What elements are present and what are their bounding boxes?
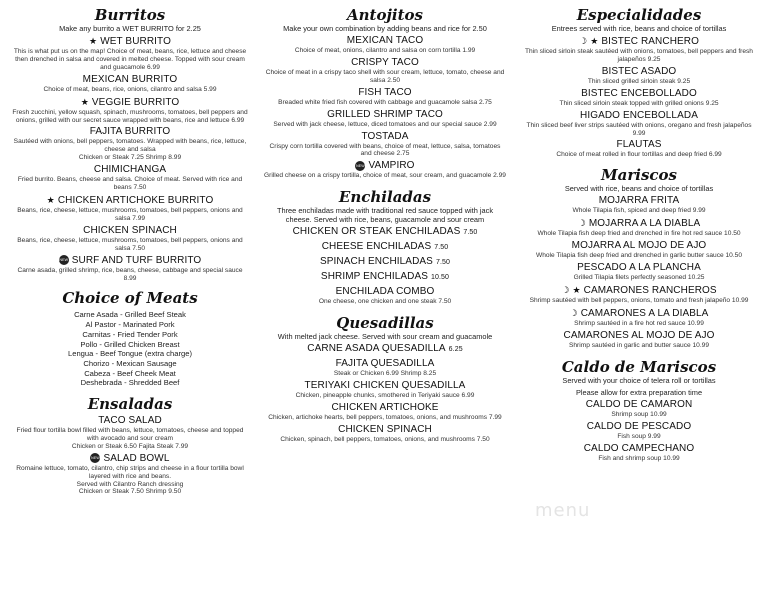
- item-desc: Choice of meat in a crispy taco shell with sour cream, lettuce, tomato, cheese and salsa 2.50: [265, 68, 505, 84]
- item-name: [520, 399, 758, 411]
- item-desc: Beans, rice, cheese, lettuce, mushrooms, tomatoes, bell peppers, onions and salsa 7.99: [17, 206, 243, 222]
- menu-item: [264, 131, 506, 159]
- menu-item: [12, 255, 248, 283]
- menu-item: [12, 74, 248, 94]
- menu-item: [264, 402, 506, 422]
- item-name: [264, 109, 506, 121]
- section-intro: With melted jack cheese. Served with sour cream and guacamole: [277, 332, 493, 342]
- item-title: ENCHILADA COMBO: [335, 286, 435, 298]
- menu-list: [520, 399, 758, 463]
- section-intro: Served with your choice of telera roll or tortillas: [562, 375, 716, 385]
- combo-desc: One cheese, one chicken and one steak 7.50: [318, 298, 452, 306]
- item-price: 7.50: [435, 259, 450, 267]
- item-desc: Chicken, artichoke hearts, bell peppers, tomatoes, onions, and mushrooms 7.99: [268, 413, 502, 421]
- section-title: Especialidades: [576, 6, 702, 24]
- item-name: [520, 443, 758, 455]
- menu-item: [264, 286, 506, 298]
- item-desc: This is what put us on the map! Choice of meat, beans, rice, lettuce and cheese then drenched in salsa and covered in melted cheese. Topped with sour cream and guacamole 6.99: [13, 48, 247, 71]
- menu-item: [264, 271, 506, 284]
- menu-list: [520, 35, 758, 159]
- item-title: CHICKEN OR STEAK ENCHILADAS: [292, 226, 461, 238]
- menu-item: [520, 262, 758, 282]
- section-mariscos: [520, 166, 758, 349]
- menu-item: [520, 330, 758, 350]
- column-left: [12, 0, 248, 496]
- item-name: [264, 256, 506, 269]
- menu-item: [12, 35, 248, 72]
- item-title: TACO SALAD: [98, 415, 162, 427]
- menu-item: [520, 217, 758, 238]
- item-title: HIGADO ENCEBOLLADA: [580, 109, 698, 121]
- item-title: TERIYAKI CHICKEN QUESADILLA: [304, 380, 466, 392]
- item-title: VAMPIRO: [368, 160, 415, 172]
- section-title: Antojitos: [347, 6, 423, 24]
- item-title: CARNE ASADA QUESADILLA: [307, 343, 446, 355]
- item-name: [264, 358, 506, 370]
- meat-item: Cabeza - Beef Cheek Meat: [84, 368, 176, 378]
- star-icon: ★: [80, 96, 89, 107]
- item-desc: Shrimp sautéed in garlic and butter sauce 10.99: [568, 341, 710, 349]
- item-title: CRISPY TACO: [351, 56, 419, 68]
- menu-item: [264, 256, 506, 269]
- section-intro: Make your own combination by adding beans and rice for 2.50: [283, 24, 487, 33]
- item-desc: Shrimp sautéed in a fire hot red sauce 10.99: [574, 319, 704, 327]
- item-title: BISTEC ENCEBOLLADO: [581, 87, 697, 99]
- item-title: CHICKEN SPINACH: [83, 224, 177, 236]
- moon-icon: ☽: [569, 307, 578, 318]
- menu-item: [520, 66, 758, 86]
- item-title: MOJARRA AL MOJO DE AJO: [571, 240, 707, 252]
- item-name: [264, 87, 506, 99]
- item-title: VEGGIE BURRITO: [91, 96, 180, 108]
- menu-item: [520, 421, 758, 441]
- section-note: Please allow for extra preparation time: [575, 387, 703, 397]
- menu-item: [520, 307, 758, 328]
- section-title: Caldo de Mariscos: [561, 357, 717, 376]
- item-title: CHIMICHANGA: [93, 164, 167, 176]
- menu-item: [264, 35, 506, 55]
- menu-item: [520, 195, 758, 215]
- meat-item: Lengua - Beef Tongue (extra charge): [68, 349, 192, 359]
- item-desc: Steak or Chicken 6.99 Shrimp 8.25: [333, 370, 437, 378]
- menu-item: [12, 96, 248, 125]
- menu-item: [264, 57, 506, 85]
- meat-item: Pollo - Grilled Chicken Breast: [80, 339, 180, 349]
- item-title: MEXICAN TACO: [346, 35, 424, 46]
- item-title: CAMARONES A LA DIABLA: [580, 307, 709, 319]
- meat-item: Al Pastor - Marinated Pork: [85, 320, 175, 330]
- section-quesadillas: [264, 314, 506, 444]
- menu-item: [12, 194, 248, 223]
- item-title: SHRIMP ENCHILADAS: [320, 271, 429, 283]
- section-caldo: [520, 358, 758, 463]
- item-name: [12, 255, 248, 267]
- item-name: [12, 453, 248, 465]
- item-name: [520, 262, 758, 274]
- item-name: [520, 35, 758, 48]
- item-desc: Chicken, pineapple chunks, smothered in Teriyaki sauce 6.99: [295, 392, 475, 400]
- section-enchiladas: [264, 188, 506, 306]
- item-name: [12, 194, 248, 207]
- item-title: MOJARRA A LA DIABLA: [588, 218, 701, 230]
- section-title: Mariscos: [601, 166, 677, 185]
- item-desc: Grilled cheese on a crispy tortilla, choice of meat, sour cream, and guacamole 2.99: [264, 172, 506, 180]
- section-intro: Entrees served with rice, beans and choice of tortillas: [551, 24, 727, 33]
- new-badge-icon: NEW: [90, 453, 100, 463]
- item-title: SPINACH ENCHILADAS: [320, 256, 433, 268]
- item-name: [264, 402, 506, 414]
- menu-item: [520, 284, 758, 305]
- item-name: [520, 330, 758, 342]
- menu-item: [264, 87, 506, 107]
- meat-item: Carne Asada - Grilled Beef Steak: [74, 310, 186, 320]
- column-right: [520, 0, 758, 462]
- item-desc: Whole Tilapia fish, spiced and deep fried 9.99: [572, 207, 706, 215]
- moon-icon: ☽: [579, 36, 588, 46]
- item-name: [264, 131, 506, 143]
- item-name: [520, 240, 758, 252]
- item-desc: Chicken, spinach, bell peppers, tomatoes, onions, and mushrooms 7.50: [280, 435, 490, 443]
- watermark-logo: menu: [535, 500, 591, 521]
- section-intro: Three enchiladas made with traditional red sauce topped with jack cheese. Served with rice, beans, guacamole and sour cream: [276, 206, 494, 225]
- item-title: MOJARRA FRITA: [598, 195, 680, 207]
- item-name: [264, 160, 506, 172]
- item-desc: Fried burrito. Beans, cheese and salsa. Choice of meat. Served with rice and beans 7.50: [17, 176, 243, 192]
- item-name: [520, 421, 758, 433]
- item-name: [264, 343, 506, 356]
- section-title: Enchiladas: [338, 188, 432, 207]
- item-name: [264, 380, 506, 392]
- item-name: [12, 74, 248, 86]
- item-title: GRILLED SHRIMP TACO: [327, 108, 443, 120]
- menu-item: [520, 443, 758, 463]
- item-desc: Whole Tilapia fish deep fried and drenched in garlic butter sauce 10.50: [536, 252, 742, 260]
- column-middle: [264, 0, 506, 444]
- menu-list: [520, 195, 758, 349]
- item-desc: Thin sliced sirloin steak sautéed with onions, tomatoes, bell peppers and fresh jalapeños 9.25: [525, 48, 753, 63]
- item-desc: Crispy corn tortilla covered with beans, choice of meat, lettuce, salsa, tomatoes and cheese 2.75: [269, 142, 501, 158]
- menu-item: [12, 415, 248, 451]
- item-title: BISTEC ASADO: [601, 65, 677, 77]
- star-icon: ★: [89, 36, 98, 46]
- item-price: 7.50: [434, 244, 449, 252]
- item-title: FLAUTAS: [616, 139, 662, 151]
- menu-list: [264, 343, 506, 444]
- item-desc: Shrimp sautéed with bell peppers, onions, tomato and fresh jalapeño 10.99: [529, 296, 749, 304]
- item-title: BISTEC RANCHERO: [601, 36, 699, 47]
- item-name: [520, 195, 758, 207]
- item-desc: Whole Tilapia fish deep fried and drenched in fire hot red sauce 10.50: [537, 230, 741, 238]
- item-name: [264, 35, 506, 47]
- item-title: PESCADO A LA PLANCHA: [577, 262, 701, 274]
- menu-item: [12, 225, 248, 253]
- menu-item: [520, 35, 758, 64]
- menu-item: [12, 126, 248, 162]
- menu-item: [264, 226, 506, 239]
- menu-item: [520, 240, 758, 260]
- item-title: CHICKEN ARTICHOKE BURRITO: [57, 194, 214, 206]
- menu-item: [520, 139, 758, 159]
- section-ensaladas: [12, 395, 248, 496]
- item-title: FAJITA QUESADILLA: [335, 358, 435, 370]
- item-name: [264, 286, 506, 298]
- item-title: CAMARONES RANCHEROS: [583, 284, 717, 296]
- item-desc: Choice of meat, beans, rice, onions, cilantro and salsa 5.99: [43, 85, 217, 93]
- item-price: 6.25: [448, 346, 463, 354]
- item-desc: Choice of meat rolled in flour tortillas and deep fried 6.99: [556, 151, 722, 159]
- meat-item: Carnitas - Fried Tender Pork: [82, 329, 178, 339]
- menu-list: [12, 415, 248, 496]
- item-title: FISH TACO: [358, 86, 412, 98]
- menu-item: [520, 399, 758, 419]
- section-title: Quesadillas: [336, 314, 434, 333]
- star-icon: ★: [590, 36, 599, 46]
- section-title: Choice of Meats: [62, 289, 198, 308]
- item-desc: Fish soup 9.99: [617, 432, 661, 440]
- item-desc: Thin sliced sirloin steak topped with grilled onions 9.25: [559, 99, 719, 107]
- item-name: [12, 225, 248, 237]
- item-desc: Shrimp soup 10.99: [611, 410, 667, 418]
- item-desc: Thin sliced grilled sirloin steak 9.25: [587, 77, 691, 85]
- menu-item: [264, 109, 506, 129]
- item-title: CALDO DE CAMARON: [585, 398, 693, 410]
- item-desc: Fresh zucchini, yellow squash, spinach, mushrooms, tomatoes, bell peppers and onions, grilled with our secret sauce wrapped with beans, rice and lettuce 6.99: [12, 108, 248, 124]
- section-burritos: [12, 6, 248, 282]
- section-intro: Served with rice, beans and choice of tortillas: [564, 184, 714, 194]
- menu-list: [12, 35, 248, 282]
- item-desc: Grilled Tilapia filets perfectly seasoned 10.25: [573, 274, 705, 282]
- section-meats: [12, 289, 248, 388]
- item-title: SALAD BOWL: [103, 452, 170, 464]
- section-title: Ensaladas: [87, 395, 173, 414]
- item-name: [264, 226, 506, 239]
- item-desc: Romaine lettuce, tomato, cilantro, chip strips and cheese in a flour tortilla bowl layered with rice and beans. Served with Cilantro Ranch dressing Chicken or Steak 7.50 Shrimp 9.50: [16, 464, 244, 496]
- menu-item: [520, 88, 758, 108]
- menu-item: [264, 241, 506, 254]
- item-title: CALDO CAMPECHANO: [583, 442, 695, 454]
- item-name: [520, 284, 758, 297]
- item-desc: Thin sliced beef liver strips sautéed with onions, oregano and fresh jalapeños 9.99: [526, 121, 752, 137]
- item-title: CAMARONES AL MOJO DE AJO: [563, 329, 715, 341]
- item-name: [520, 217, 758, 230]
- item-name: [264, 271, 506, 284]
- moon-icon: ☽: [577, 218, 586, 229]
- item-name: [264, 57, 506, 69]
- item-title: TOSTADA: [361, 130, 409, 142]
- menu-item: [264, 160, 506, 180]
- item-name: [520, 110, 758, 122]
- item-desc: Breaded white fried fish covered with cabbage and guacamole salsa 2.75: [278, 98, 492, 106]
- section-especialidades: [520, 6, 758, 159]
- item-name: [12, 96, 248, 109]
- item-title: CHICKEN SPINACH: [338, 423, 432, 435]
- item-price: 7.50: [463, 229, 478, 237]
- menu-item: [520, 110, 758, 138]
- meat-item: Chorizo - Mexican Sausage: [83, 358, 177, 368]
- meat-item: Deshebrada - Shredded Beef: [80, 378, 180, 388]
- item-title: WET BURRITO: [100, 36, 171, 47]
- item-name: [520, 139, 758, 151]
- item-title: CHEESE ENCHILADAS: [321, 241, 432, 253]
- menu-item: [264, 380, 506, 400]
- menu-item: [12, 453, 248, 497]
- item-price: 10.50: [431, 274, 450, 282]
- item-name: [520, 307, 758, 320]
- new-badge-icon: NEW: [355, 161, 365, 171]
- section-title: Burritos: [94, 6, 166, 24]
- item-desc: Fish and shrimp soup 10.99: [598, 454, 680, 462]
- menu-item: [264, 424, 506, 444]
- meat-list: [12, 310, 248, 388]
- menu-list: [264, 226, 506, 298]
- item-title: CHICKEN ARTICHOKE: [331, 401, 439, 413]
- item-desc: Served with jack cheese, lettuce, diced tomatoes and our special sauce 2.99: [273, 120, 497, 128]
- section-antojitos: [264, 6, 506, 180]
- item-title: CALDO DE PESCADO: [586, 420, 692, 432]
- item-title: SURF AND TURF BURRITO: [71, 254, 202, 266]
- item-name: [12, 164, 248, 176]
- item-title: MEXICAN BURRITO: [82, 73, 178, 85]
- item-name: [12, 415, 248, 427]
- new-badge-icon: NEW: [59, 255, 69, 265]
- item-desc: Beans, rice, cheese, lettuce, mushrooms, tomatoes, bell peppers, onions and salsa 7.50: [17, 236, 243, 252]
- item-desc: Choice of meat, onions, cilantro and salsa on corn tortilla 1.99: [294, 47, 476, 54]
- moon-icon: ☽: [561, 284, 570, 295]
- item-title: FAJITA BURRITO: [89, 126, 171, 138]
- item-name: [12, 126, 248, 138]
- item-name: [264, 424, 506, 436]
- menu-list: [264, 35, 506, 180]
- item-name: [520, 88, 758, 100]
- star-icon: ★: [572, 284, 581, 295]
- menu-item: [264, 358, 506, 378]
- item-name: [12, 35, 248, 48]
- item-name: [264, 241, 506, 254]
- item-name: [520, 66, 758, 78]
- item-desc: Sautéed with onions, bell peppers, tomatoes. Wrapped with beans, rice, lettuce, cheese and salsa Chicken or Steak 7.25 Shrimp 8.99: [13, 138, 247, 162]
- item-desc: Carne asada, grilled shrimp, rice, beans, cheese, cabbage and special sauce 8.99: [17, 266, 243, 282]
- menu-item: [264, 343, 506, 356]
- section-intro: Make any burrito a WET BURRITO for 2.25: [59, 24, 201, 33]
- menu-item: [12, 164, 248, 192]
- star-icon: ★: [46, 194, 55, 205]
- item-desc: Fried flour tortilla bowl filled with beans, lettuce, tomatoes, cheese and topped with avocado and sour cream Chicken or Steak 6.50 Fajita Steak 7.99: [16, 427, 244, 450]
